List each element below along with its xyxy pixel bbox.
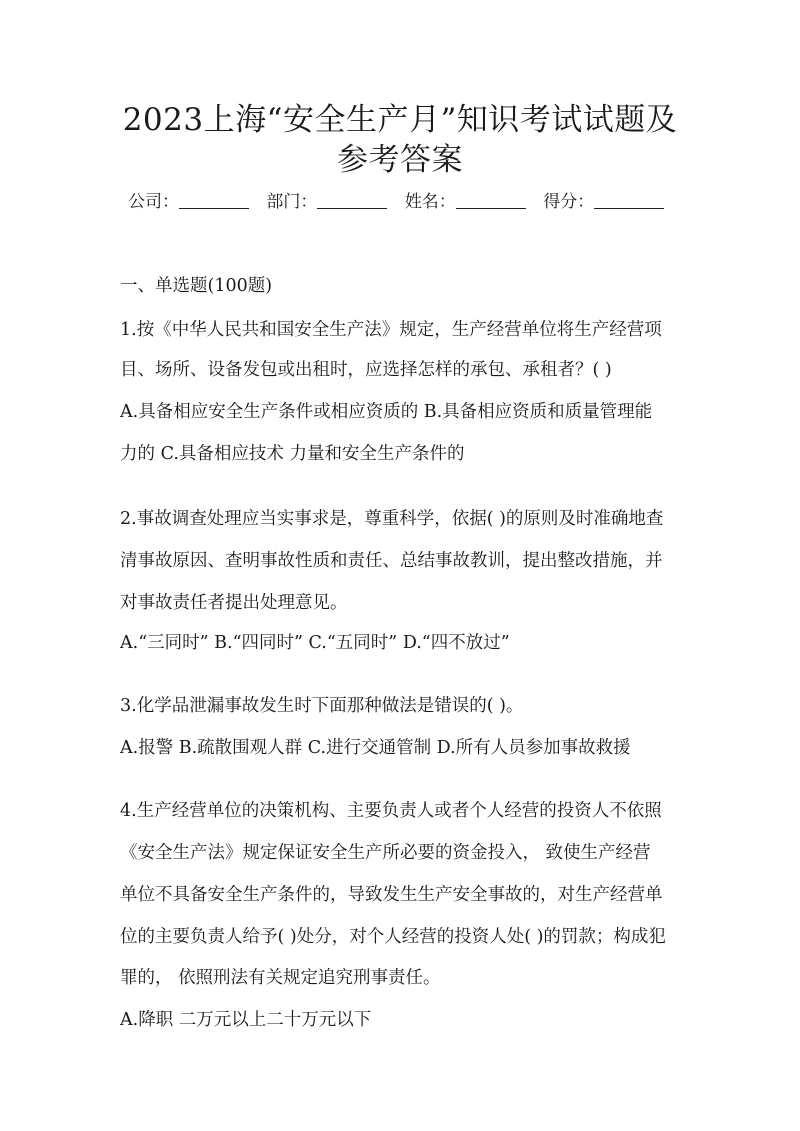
question-4-line-1: 4.生产经营单位的决策机构、主要负责人或者个人经营的投资人不依照 [120,801,662,821]
question-1-options-line-2: 力的 C.具备相应技术 力量和安全生产条件的 [120,444,465,464]
score-label: 得分： [543,192,595,212]
question-1-line-2: 目、场所、设备发包或出租时，应选择怎样的承包、承租者？( ) [120,360,612,380]
question-4-line-5: 罪的， 依照刑法有关规定追究刑事责任。 [120,968,441,988]
name-label: 姓名： [404,192,456,212]
question-2-line-2: 清事故原因、查明事故性质和责任、总结事故教训，提出整改措施，并 [120,551,663,571]
score-field [543,190,664,214]
name-field [405,190,526,214]
question-3-options: A.报警 B.疏散围观人群 C.进行交通管制 D.所有人员参加事故救援 [120,738,631,758]
question-1-line-1: 1.按《中华人民共和国安全生产法》规定，生产经营单位将生产经营项 [120,320,662,340]
score-blank [594,192,664,209]
question-1-options-line-1: A.具备相应安全生产条件或相应资质的 B.具备相应资质和质量管理能 [120,402,653,422]
department-label: 部门： [266,192,318,212]
question-4-line-4: 位的主要负责人给予( )处分，对个人经营的投资人处( )的罚款；构成犯 [120,927,666,947]
question-3-line-1: 3.化学品泄漏事故发生时下面那种做法是错误的( )。 [120,696,524,716]
question-2-line-3: 对事故责任者提出处理意见。 [120,593,348,613]
section-heading: 一、单选题(100题) [120,276,273,296]
question-2-options: A.“三同时” B.“四同时” C.“五同时” D.“四不放过” [120,633,510,653]
question-4-line-2: 《安全生产法》规定保证安全生产所必要的资金投入， 致使生产经营 [120,843,651,863]
question-4-options: A.降职 二万元以上二十万元以下 [120,1010,372,1030]
company-blank [179,192,249,209]
question-2-line-1: 2.事故调查处理应当实事求是，尊重科学，依据( )的原则及时准确地查 [120,509,664,529]
question-4-line-3: 单位不具备安全生产条件的，导致发生生产安全事故的，对生产经营单 [120,885,663,905]
document-title-line-2: 参考答案 [337,142,463,178]
department-blank [317,192,387,209]
company-field [128,190,249,214]
header-info-fields [128,190,688,214]
name-blank [456,192,526,209]
document-title-line-1: 2023上海“安全生产月”知识考试试题及 [122,102,678,138]
company-label: 公司： [128,192,179,212]
department-field [266,190,387,214]
